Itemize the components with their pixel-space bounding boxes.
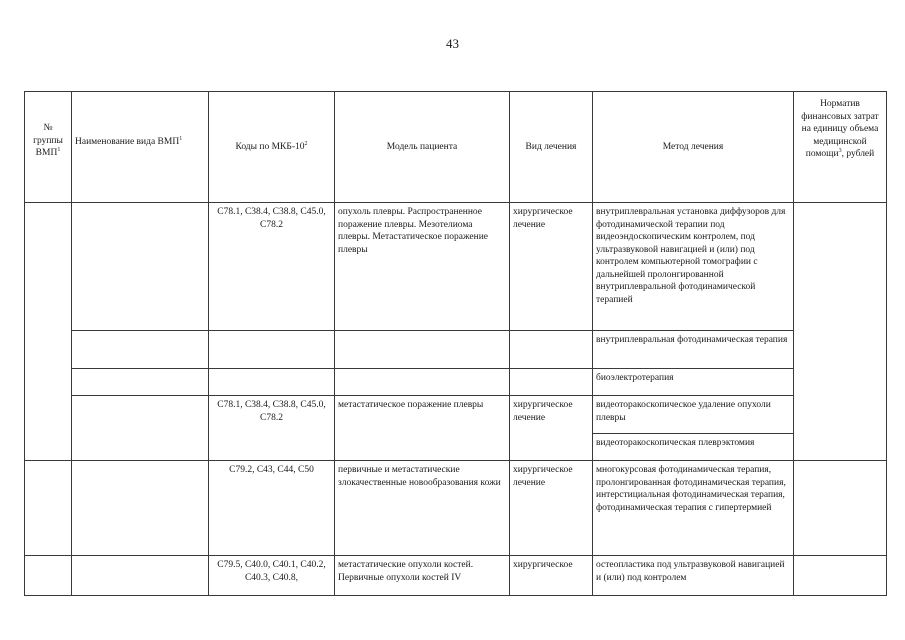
- cell-treatment-method: видеоторакоскопическое удаление опухоли плевры: [593, 396, 794, 434]
- cell-patient-model: первичные и метастатические злокачественные новообразования кожи: [335, 461, 510, 556]
- table-row: [25, 556, 887, 596]
- cell-treatment-type: хирургическое лечение: [510, 203, 593, 331]
- cell-icd-codes: C78.1, C38.4, C38.8, C45.0, C78.2: [209, 396, 335, 461]
- header-financial-norm: Норматив финансовых затрат на единицу объема медицинской помощи$^3$, рублей: [794, 92, 887, 203]
- cell-icd-codes: C78.1, C38.4, C38.8, C45.0, C78.2: [209, 203, 335, 331]
- cell-patient-model: опухоль плевры. Распространенное поражение плевры. Мезотелиома плевры. Метастатическое поражение плевры: [335, 203, 510, 331]
- cell-financial-norm: [794, 461, 887, 556]
- header-vmp-name: Наименование вида ВМП$^1$: [72, 92, 209, 203]
- cell-group-number: [25, 203, 72, 461]
- cell-group-number: [25, 556, 72, 596]
- cell-treatment-method: остеопластика под ультразвуковой навигацией и (или) под контролем: [593, 556, 794, 596]
- cell-vmp-name: [72, 396, 209, 461]
- header-group-number: № группы ВМП$^1$: [25, 92, 72, 203]
- table-row: [25, 461, 887, 556]
- cell-group-number: [25, 461, 72, 556]
- cell-treatment-method: внутриплевральная фотодинамическая терапия: [593, 331, 794, 369]
- table-row: [25, 396, 887, 434]
- cell-patient-model: [335, 369, 510, 396]
- cell-financial-norm: [794, 203, 887, 461]
- cell-patient-model: метастатическое поражение плевры: [335, 396, 510, 461]
- cell-icd-codes: C79.5, C40.0, C40.1, C40.2, C40.3, C40.8,: [209, 556, 335, 596]
- cell-vmp-name: [72, 556, 209, 596]
- cell-financial-norm: [794, 556, 887, 596]
- header-icd-codes: Коды по МКБ-$10^2$: [209, 92, 335, 203]
- cell-icd-codes: [209, 331, 335, 369]
- vmp-table: [24, 91, 887, 596]
- cell-treatment-type: хирургическое лечение: [510, 396, 593, 461]
- cell-icd-codes: C79.2, C43, C44, C50: [209, 461, 335, 556]
- cell-treatment-type: [510, 369, 593, 396]
- page-number: 43: [446, 36, 459, 51]
- table-row: [25, 203, 887, 331]
- header-treatment-method: Метод лечения: [593, 92, 794, 203]
- table-row: [25, 331, 887, 369]
- cell-vmp-name: [72, 331, 209, 369]
- cell-treatment-method: внутриплевральная установка диффузоров для фотодинамической терапии под видеоэндоскопическим контролем, под ультразвуковой навигацией и (или) под контролем компьютерной томографии с дальнейшей пролонгированной внутриплевральной фотодинамической терапией: [593, 203, 794, 331]
- cell-treatment-type: [510, 331, 593, 369]
- cell-treatment-type: хирургическое: [510, 556, 593, 596]
- table-row: [25, 369, 887, 396]
- header-patient-model: Модель пациента: [335, 92, 510, 203]
- cell-patient-model: [335, 331, 510, 369]
- table-header-row: [25, 92, 887, 203]
- header-treatment-type: Вид лечения: [510, 92, 593, 203]
- cell-treatment-method: видеоторакоскопическая плеврэктомия: [593, 434, 794, 461]
- cell-vmp-name: [72, 461, 209, 556]
- cell-treatment-method: многокурсовая фотодинамическая терапия, пролонгированная фотодинамическая терапия, интерстициальная фотодинамическая терапия, фотодинамическая терапия с гипертермией: [593, 461, 794, 556]
- cell-patient-model: метастатические опухоли костей. Первичные опухоли костей IV: [335, 556, 510, 596]
- cell-icd-codes: [209, 369, 335, 396]
- cell-treatment-type: хирургическое лечение: [510, 461, 593, 556]
- cell-vmp-name: [72, 369, 209, 396]
- cell-treatment-method: биоэлектротерапия: [593, 369, 794, 396]
- cell-vmp-name: [72, 203, 209, 331]
